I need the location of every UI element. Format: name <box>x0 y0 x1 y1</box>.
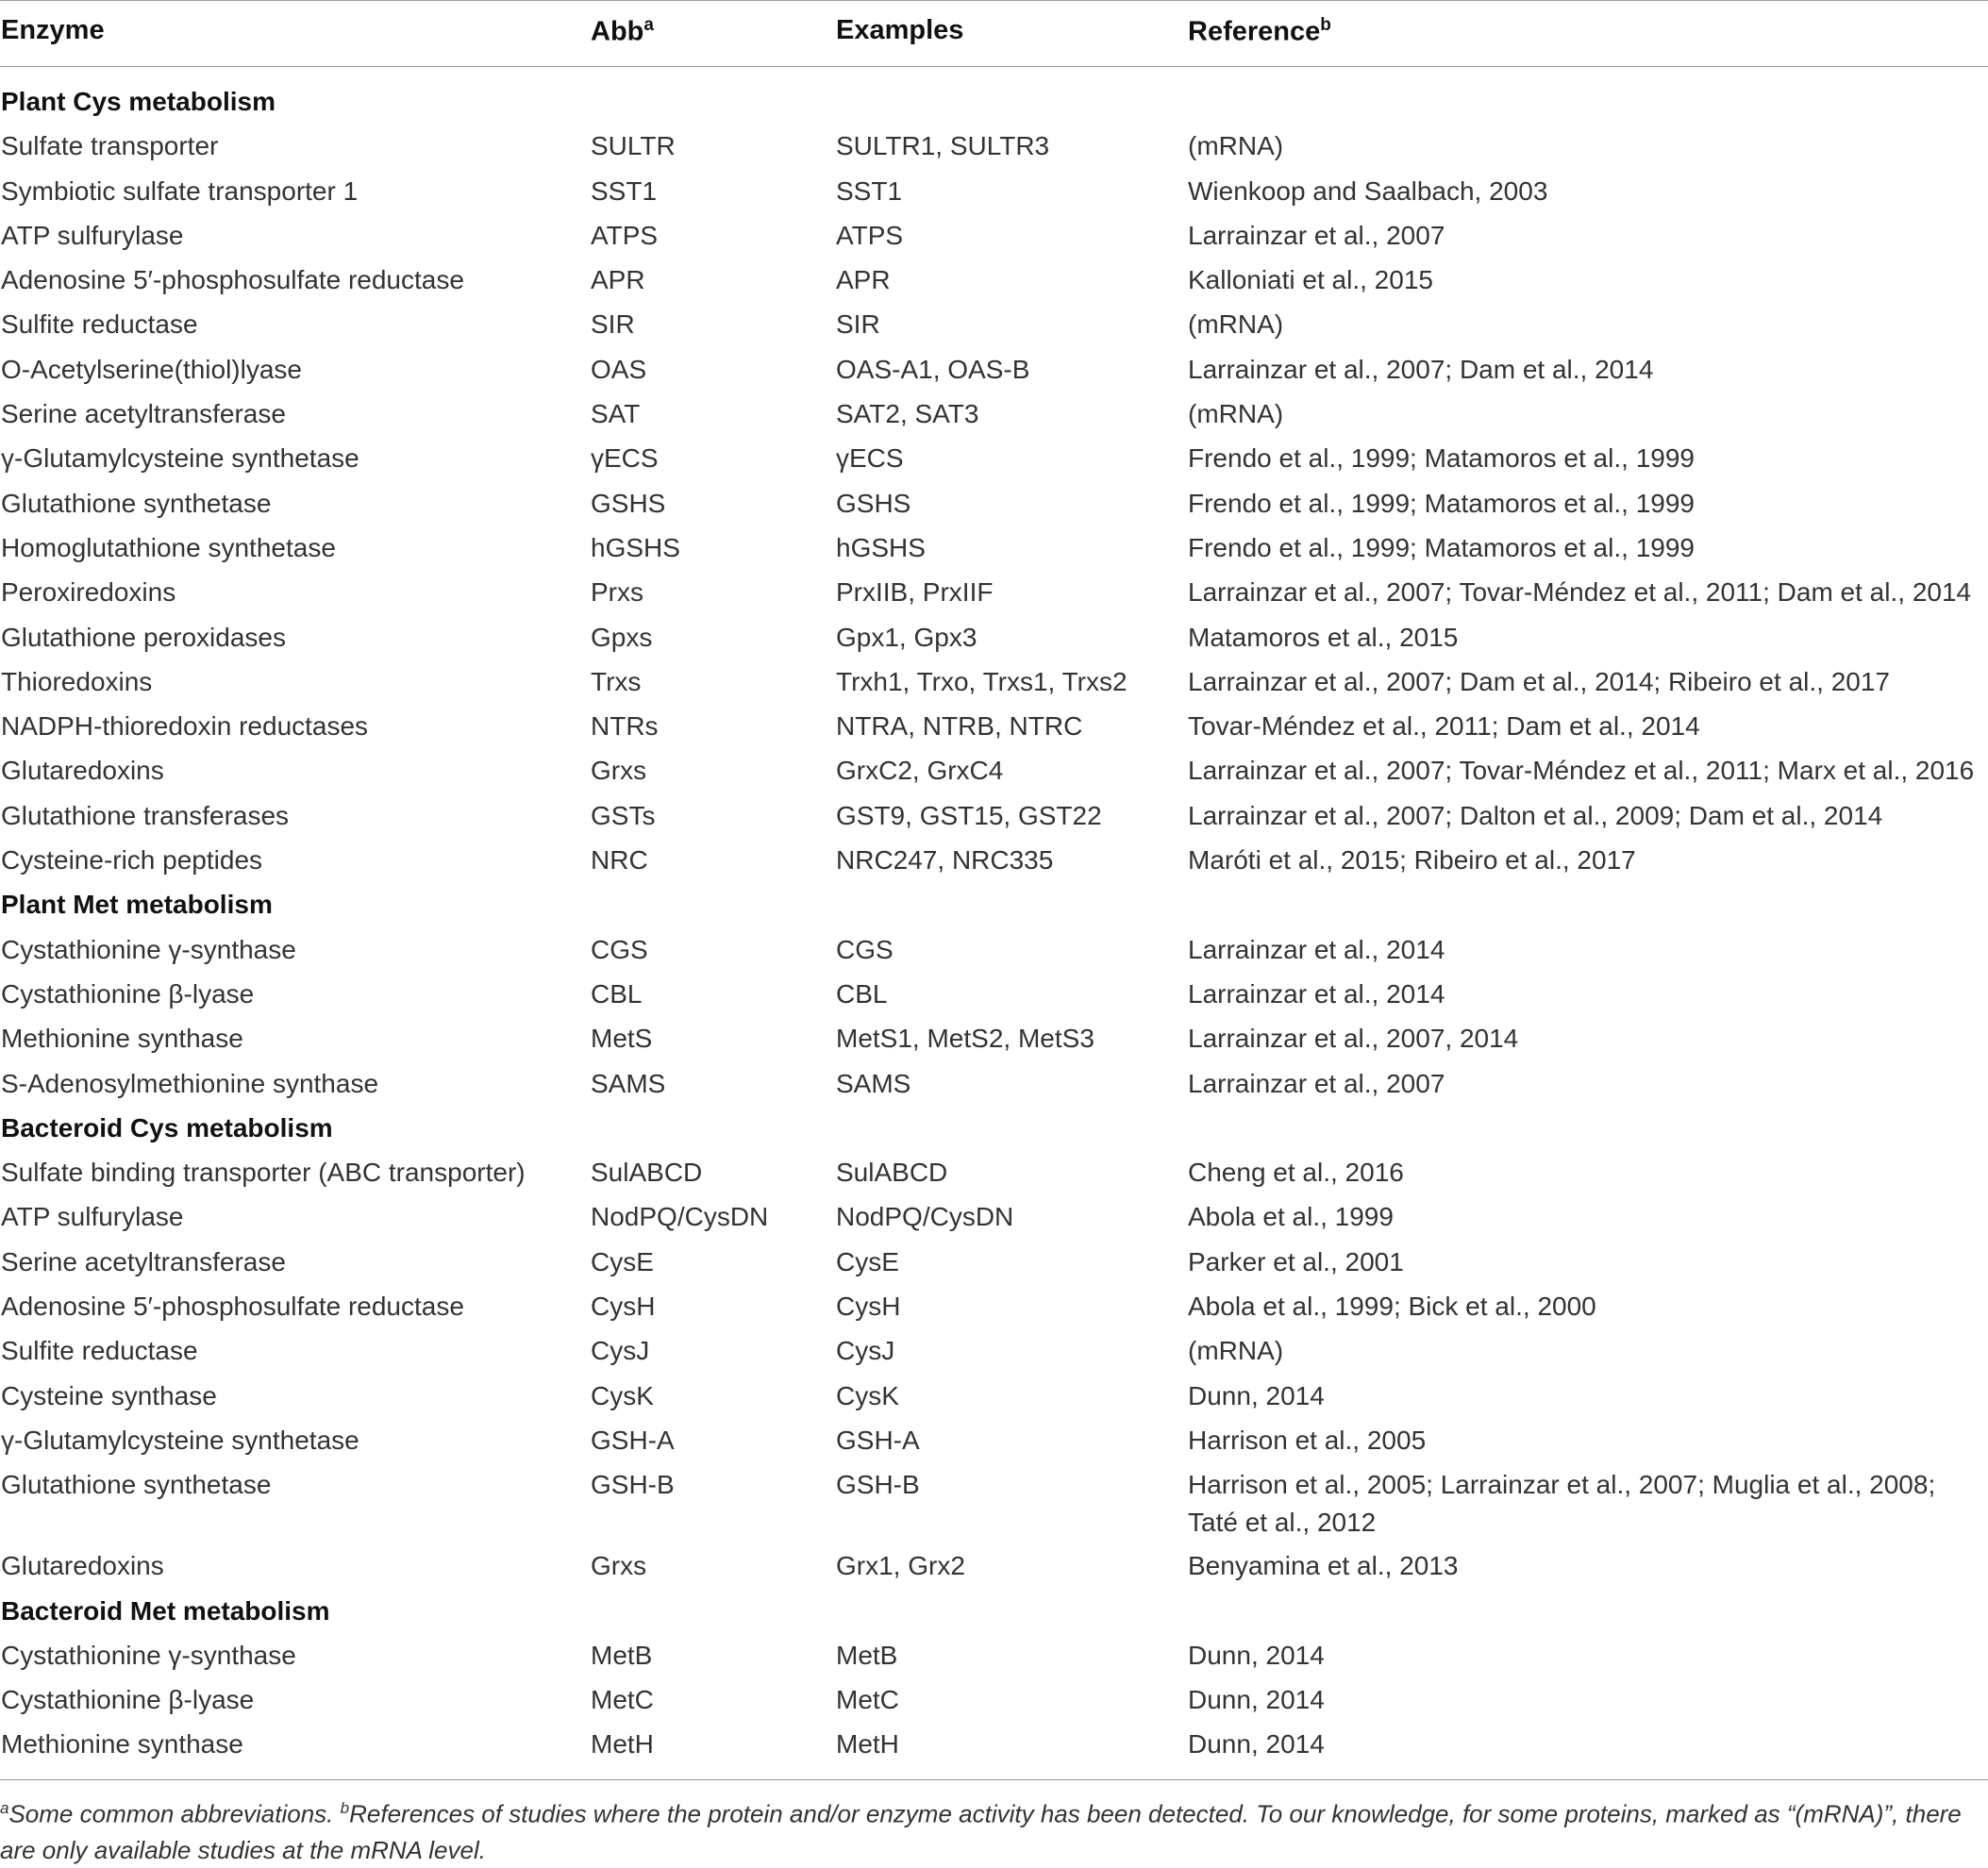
cell-abb: CysE <box>591 1246 654 1276</box>
cell-examples: GSH-A <box>836 1425 920 1455</box>
section-heading-row <box>0 1593 1988 1637</box>
cell-abb: CysK <box>591 1380 654 1410</box>
cell-examples: ATPS <box>836 220 904 250</box>
cell-reference[interactable]: Larrainzar et al., 2007; Tovar-Méndez et al., 2011; Dam et al., 2014 <box>1188 577 1972 608</box>
cell-examples: CysH <box>836 1292 901 1322</box>
cell-enzyme: ATP sulfurylase <box>1 220 184 250</box>
table-row <box>0 1243 1988 1288</box>
cell-examples: GSH-B <box>836 1470 920 1500</box>
cell-abb: GSH-A <box>591 1425 675 1455</box>
cell-enzyme: Symbiotic sulfate transporter 1 <box>1 175 359 206</box>
cell-reference[interactable]: Dunn, 2014 <box>1188 1685 1325 1715</box>
table-header <box>0 0 1988 66</box>
cell-abb: GSTs <box>591 800 656 830</box>
cell-reference[interactable]: Abola et al., 1999; Bick et al., 2000 <box>1188 1292 1596 1322</box>
cell-reference[interactable]: Benyamina et al., 2013 <box>1188 1551 1459 1581</box>
cell-enzyme: Thioredoxins <box>1 666 153 696</box>
table-row <box>0 1377 1988 1422</box>
cell-reference[interactable]: Larrainzar et al., 2007; Dam et al., 2014; Ribeiro et al., 2017 <box>1188 666 1890 696</box>
cell-reference: (mRNA) <box>1188 131 1284 161</box>
cell-examples: CGS <box>836 934 894 964</box>
cell-reference[interactable]: Harrison et al., 2005 <box>1188 1425 1427 1455</box>
table-row <box>0 663 1988 708</box>
cell-enzyme: Cystathionine β-lyase <box>1 1685 255 1715</box>
section-heading-row <box>0 886 1988 930</box>
cell-enzyme: Cysteine synthase <box>1 1380 217 1410</box>
cell-reference[interactable]: Matamoros et al., 2015 <box>1188 622 1459 652</box>
cell-examples: SAT2, SAT3 <box>836 399 979 429</box>
table-row <box>0 619 1988 663</box>
table-row <box>0 797 1988 842</box>
cell-enzyme: Adenosine 5′-phosphosulfate reductase <box>1 265 464 295</box>
cell-examples: hGSHS <box>836 532 926 562</box>
table-row <box>0 708 1988 752</box>
cell-reference: (mRNA) <box>1188 399 1284 429</box>
cell-reference[interactable]: Dunn, 2014 <box>1188 1380 1325 1410</box>
cell-examples: CysJ <box>836 1336 895 1366</box>
cell-enzyme: Bacteroid Cys metabolism <box>1 1112 333 1142</box>
cell-examples: MetB <box>836 1640 898 1670</box>
cell-reference[interactable]: Frendo et al., 1999; Matamoros et al., 1999 <box>1188 532 1695 562</box>
cell-abb: OAS <box>591 354 647 384</box>
cell-examples: CBL <box>836 978 888 1009</box>
cell-enzyme: Glutathione synthetase <box>1 488 272 518</box>
cell-enzyme: Homoglutathione synthetase <box>1 532 336 562</box>
table-row <box>0 217 1988 261</box>
cell-reference[interactable]: Wienkoop and Saalbach, 2003 <box>1188 175 1548 206</box>
cell-enzyme: Cystathionine β-lyase <box>1 978 255 1009</box>
table-row <box>0 1332 1988 1376</box>
cell-abb: CBL <box>591 978 643 1009</box>
table-body <box>0 83 1988 1771</box>
cell-reference[interactable]: Parker et al., 2001 <box>1188 1246 1404 1276</box>
cell-enzyme: Glutaredoxins <box>1 756 164 786</box>
cell-examples: GST9, GST15, GST22 <box>836 800 1102 830</box>
table-row <box>0 1065 1988 1109</box>
cell-reference[interactable]: Larrainzar et al., 2007 <box>1188 220 1445 250</box>
table-row <box>0 485 1988 529</box>
table-row <box>0 574 1988 618</box>
header-abb <box>591 15 654 48</box>
cell-enzyme: Cysteine-rich peptides <box>1 845 263 876</box>
cell-examples: PrxIIB, PrxIIF <box>836 577 994 608</box>
cell-abb: Trxs <box>591 666 642 696</box>
cell-examples: OAS-A1, OAS-B <box>836 354 1030 384</box>
header-reference-label: Reference <box>1188 16 1321 47</box>
cell-examples: γECS <box>836 443 904 474</box>
table-bottom-rule <box>0 1779 1988 1780</box>
table-row <box>0 351 1988 395</box>
table-row <box>0 127 1988 172</box>
cell-enzyme: Sulfate binding transporter (ABC transporter) <box>1 1158 526 1188</box>
cell-abb: CysH <box>591 1292 656 1322</box>
table-row <box>0 261 1988 306</box>
cell-abb: SULTR <box>591 131 676 161</box>
cell-enzyme: Glutathione transferases <box>1 800 290 830</box>
cell-examples: MetS1, MetS2, MetS3 <box>836 1024 1094 1054</box>
header-examples: Examples <box>836 15 964 45</box>
cell-abb: NTRs <box>591 711 659 742</box>
cell-abb: APR <box>591 265 645 295</box>
cell-examples: GSHS <box>836 488 911 518</box>
cell-abb: ATPS <box>591 220 659 250</box>
cell-reference[interactable]: Larrainzar et al., 2007 <box>1188 1068 1445 1098</box>
table-row <box>0 395 1988 440</box>
footnote-b-mark: b <box>340 1799 350 1817</box>
cell-abb: Grxs <box>591 756 647 786</box>
cell-reference[interactable]: Tovar-Méndez et al., 2011; Dam et al., 2014 <box>1188 711 1700 742</box>
table-footnote <box>0 1791 1981 1868</box>
table-row <box>0 1020 1988 1064</box>
cell-abb: CysJ <box>591 1336 650 1366</box>
cell-enzyme: Glutathione peroxidases <box>1 622 286 652</box>
table-row <box>0 1637 1988 1681</box>
cell-enzyme: Methionine synthase <box>1 1729 243 1760</box>
cell-abb: Gpxs <box>591 622 653 652</box>
cell-abb: CGS <box>591 934 648 964</box>
cell-reference[interactable]: Frendo et al., 1999; Matamoros et al., 1999 <box>1188 488 1695 518</box>
cell-reference[interactable]: Maróti et al., 2015; Ribeiro et al., 2017 <box>1188 845 1636 876</box>
cell-reference[interactable]: Larrainzar et al., 2007; Dalton et al., 2009; Dam et al., 2014 <box>1188 800 1883 830</box>
cell-examples: APR <box>836 265 891 295</box>
cell-reference[interactable]: Abola et al., 1999 <box>1188 1202 1394 1232</box>
cell-enzyme: NADPH-thioredoxin reductases <box>1 711 369 742</box>
cell-abb: SAMS <box>591 1068 666 1098</box>
cell-reference: (mRNA) <box>1188 1336 1284 1366</box>
cell-abb: MetC <box>591 1685 654 1715</box>
table-row <box>0 1466 1988 1547</box>
cell-enzyme: γ-Glutamylcysteine synthetase <box>1 1425 359 1455</box>
cell-abb: MetB <box>591 1640 653 1670</box>
cell-enzyme: Cystathionine γ-synthase <box>1 934 296 964</box>
table-row <box>0 173 1988 217</box>
header-reference <box>1188 15 1331 48</box>
cell-enzyme: O-Acetylserine(thiol)lyase <box>1 354 302 384</box>
section-heading-row <box>0 83 1988 127</box>
header-rule <box>0 66 1988 67</box>
cell-reference[interactable]: Larrainzar et al., 2014 <box>1188 978 1445 1009</box>
cell-enzyme: Methionine synthase <box>1 1024 243 1054</box>
table-row <box>0 931 1988 976</box>
cell-reference[interactable]: Cheng et al., 2016 <box>1188 1158 1404 1188</box>
cell-enzyme: Peroxiredoxins <box>1 577 176 608</box>
header-abb-footnote-mark[interactable]: a <box>643 15 654 35</box>
cell-examples: Gpx1, Gpx3 <box>836 622 977 652</box>
cell-examples: SST1 <box>836 175 903 206</box>
table-row <box>0 1726 1988 1770</box>
table-row <box>0 1547 1988 1592</box>
cell-examples: MetH <box>836 1729 899 1760</box>
cell-enzyme: Sulfite reductase <box>1 309 198 340</box>
header-abb-label: Abb <box>591 16 644 47</box>
cell-reference[interactable]: Dunn, 2014 <box>1188 1729 1325 1760</box>
cell-abb: GSH-B <box>591 1470 675 1500</box>
cell-abb: SAT <box>591 399 641 429</box>
table-row <box>0 1422 1988 1466</box>
table-row <box>0 1681 1988 1726</box>
cell-examples: Grx1, Grx2 <box>836 1551 965 1581</box>
cell-examples: SAMS <box>836 1068 911 1098</box>
cell-enzyme: Serine acetyltransferase <box>1 399 286 429</box>
cell-examples: MetC <box>836 1685 899 1715</box>
table-row <box>0 1154 1988 1198</box>
cell-enzyme: Serine acetyltransferase <box>1 1246 286 1276</box>
cell-enzyme: ATP sulfurylase <box>1 1202 184 1232</box>
cell-examples: SulABCD <box>836 1158 948 1188</box>
cell-examples: GrxC2, GrxC4 <box>836 756 1004 786</box>
cell-examples: NTRA, NTRB, NTRC <box>836 711 1083 742</box>
cell-reference[interactable]: Larrainzar et al., 2007; Tovar-Méndez et al., 2011; Marx et al., 2016 <box>1188 756 1975 786</box>
cell-examples: Trxh1, Trxo, Trxs1, Trxs2 <box>836 666 1128 696</box>
footnote-a-text: Some common abbreviations. <box>8 1799 341 1828</box>
cell-enzyme: Plant Cys metabolism <box>1 87 276 116</box>
cell-abb: Grxs <box>591 1551 647 1581</box>
cell-abb: NodPQ/CysDN <box>591 1202 769 1232</box>
cell-examples: NodPQ/CysDN <box>836 1202 1014 1232</box>
section-heading-row <box>0 1109 1988 1154</box>
table-row <box>0 976 1988 1020</box>
cell-abb: Prxs <box>591 577 643 608</box>
cell-enzyme: Glutaredoxins <box>1 1551 164 1581</box>
cell-enzyme: Glutathione synthetase <box>1 1470 272 1500</box>
table-row <box>0 1198 1988 1243</box>
cell-reference: (mRNA) <box>1188 309 1284 340</box>
cell-enzyme: γ-Glutamylcysteine synthetase <box>1 443 359 474</box>
cell-examples: CysK <box>836 1380 899 1410</box>
cell-enzyme: Bacteroid Met metabolism <box>1 1595 330 1626</box>
table-row <box>0 752 1988 796</box>
cell-examples: SIR <box>836 309 880 340</box>
cell-enzyme: S-Adenosylmethionine synthase <box>1 1068 379 1098</box>
cell-enzyme: Sulfite reductase <box>1 1336 198 1366</box>
cell-examples: SULTR1, SULTR3 <box>836 131 1050 161</box>
cell-abb: SulABCD <box>591 1158 703 1188</box>
cell-reference[interactable]: Harrison et al., 2005; Larrainzar et al., 2007; Muglia et al., 2008; Taté et al., 2012 <box>1188 1470 1936 1538</box>
cell-abb: γECS <box>591 443 659 474</box>
cell-reference[interactable]: Frendo et al., 1999; Matamoros et al., 1999 <box>1188 443 1695 474</box>
header-enzyme: Enzyme <box>1 15 105 45</box>
cell-reference[interactable]: Kalloniati et al., 2015 <box>1188 265 1433 295</box>
cell-abb: GSHS <box>591 488 666 518</box>
cell-enzyme: Plant Met metabolism <box>1 890 273 920</box>
table-row <box>0 306 1988 350</box>
cell-reference[interactable]: Larrainzar et al., 2007; Dam et al., 2014 <box>1188 354 1654 384</box>
cell-abb: MetS <box>591 1024 653 1054</box>
cell-enzyme: Cystathionine γ-synthase <box>1 1640 296 1670</box>
cell-abb: SIR <box>591 309 635 340</box>
table-row <box>0 529 1988 574</box>
cell-enzyme: Adenosine 5′-phosphosulfate reductase <box>1 1292 464 1322</box>
cell-abb: NRC <box>591 845 648 876</box>
table-row <box>0 1288 1988 1332</box>
table-row <box>0 842 1988 886</box>
footnote-a-mark: a <box>0 1799 9 1817</box>
cell-abb: SST1 <box>591 175 658 206</box>
footnote-b-text: References of studies where the protein and/or enzyme activity has been detected. To our knowledge, for some proteins, marked as “(mRNA)”, there are only available studies at the mRNA level. <box>0 1799 1962 1864</box>
cell-reference[interactable]: Dunn, 2014 <box>1188 1640 1325 1670</box>
cell-abb: hGSHS <box>591 532 680 562</box>
cell-examples: NRC247, NRC335 <box>836 845 1054 876</box>
table-row <box>0 440 1988 484</box>
cell-reference[interactable]: Larrainzar et al., 2007, 2014 <box>1188 1024 1519 1054</box>
cell-enzyme: Sulfate transporter <box>1 131 219 161</box>
header-reference-footnote-mark[interactable]: b <box>1320 15 1331 35</box>
cell-abb: MetH <box>591 1729 654 1760</box>
cell-reference[interactable]: Larrainzar et al., 2014 <box>1188 934 1445 964</box>
cell-examples: CysE <box>836 1246 899 1276</box>
